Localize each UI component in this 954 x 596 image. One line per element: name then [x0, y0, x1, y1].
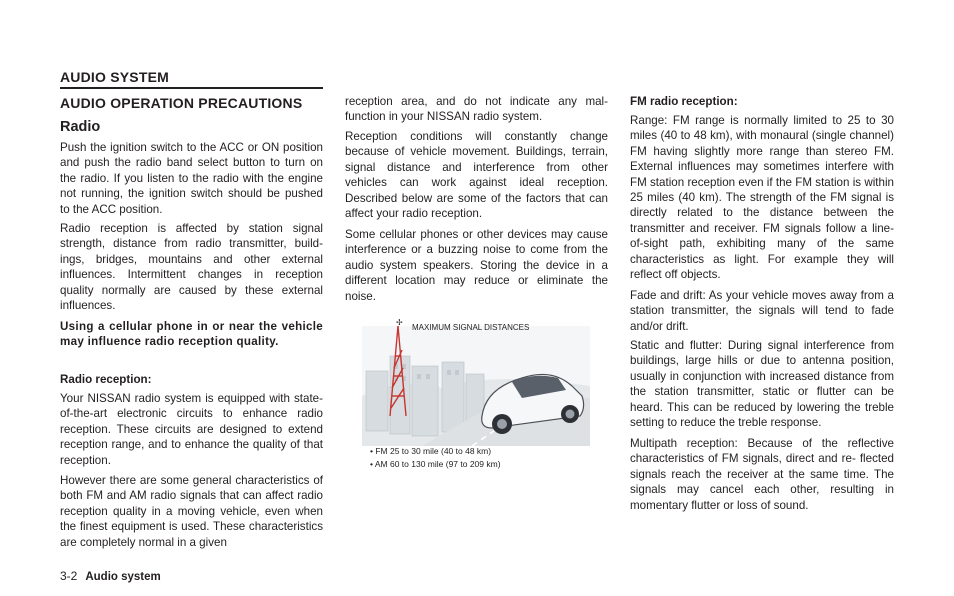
- page-footer: [60, 569, 161, 583]
- figure-title: MAXIMUM SIGNAL DISTANCES: [412, 323, 530, 332]
- paragraph: However there are some general characteristics of both FM and AM radio signals that can affect radio reception quality in a moving vehicle, even when the finest equipment is used. These characteristics are completely normal in a given: [60, 474, 323, 549]
- section-title: AUDIO SYSTEM: [60, 69, 323, 89]
- paragraph: Push the ignition switch to the ACC or ON position and push the radio band select button to turn on the radio. If you listen to the radio with the engine not running, the ignition switch should be pushed to the ACC position.: [60, 141, 323, 216]
- paragraph: Your NISSAN radio system is equipped with state-of-the-art electronic circuits to enhance radio reception. These circuits are designed to extend reception range, and to enhance the quality of that reception.: [60, 392, 323, 467]
- paragraph: reception area, and do not indicate any mal- function in your NISSAN radio system.: [345, 95, 608, 124]
- svg-text:✢: ✢: [396, 318, 403, 327]
- subsection-title: AUDIO OPERATION PRECAUTIONS: [60, 95, 303, 111]
- topic-title: Radio: [60, 119, 101, 135]
- radio-reception-heading: Radio reception:: [60, 373, 152, 386]
- paragraph: Fade and drift: As your vehicle moves away from a station transmitter, the signals will tend to fade and/or drift.: [630, 289, 894, 333]
- paragraph: Multipath reception: Because of the reflective characteristics of FM signals, direct and re- flected signals reach the receiver at the same time. The signals may cancel each other, resulting in momentary flutter or loss of sound.: [630, 437, 894, 512]
- signal-distance-figure: [362, 316, 590, 474]
- warning-text: Using a cellular phone in or near the vehicle may influence radio reception quality.: [60, 320, 323, 349]
- signal-distance-illustration: [362, 316, 590, 474]
- paragraph: Some cellular phones or other devices may cause interference or a buzzing noise to come from the audio system speakers. Storing the device in a different location may reduce or eliminate the noise.: [345, 228, 608, 303]
- am-range-label: • AM 60 to 130 mile (97 to 209 km): [370, 459, 501, 469]
- paragraph: Static and flutter: During signal interference from buildings, large hills or due to antenna position, usually in conjunction with increased distance from the station transmitter, static or flutter can be heard. This can be reduced by lowering the treble setting to reduce the treble response.: [630, 339, 894, 430]
- page-number: 3-2: [60, 569, 78, 583]
- chapter-name: Audio system: [85, 571, 161, 583]
- fm-reception-heading: FM radio reception:: [630, 95, 738, 108]
- paragraph: Reception conditions will constantly change because of vehicle movement. Buildings, terrain, signal distance and interference from other vehicles can work against ideal reception. Described below are some of the factors that can affect your radio reception.: [345, 130, 608, 221]
- paragraph: Radio reception is affected by station signal strength, distance from radio transmitter, build- ings, bridges, mountains and other external influences. Intermittent changes in reception quality normally are caused by these external influences.: [60, 222, 323, 313]
- paragraph: Range: FM range is normally limited to 25 to 30 miles (40 to 48 km), with monaural (single channel) FM having slightly more range than stereo FM. External influences may sometimes interfere with FM station reception even if the FM station is within 25 miles (40 km). The strength of the FM signal is directly related to the distance between the transmitter and receiver. FM signals follow a line-of-sight path, exhibiting many of the same characteristics as light. For example they will reflect off objects.: [630, 114, 894, 282]
- fm-range-label: • FM 25 to 30 mile (40 to 48 km): [370, 446, 492, 456]
